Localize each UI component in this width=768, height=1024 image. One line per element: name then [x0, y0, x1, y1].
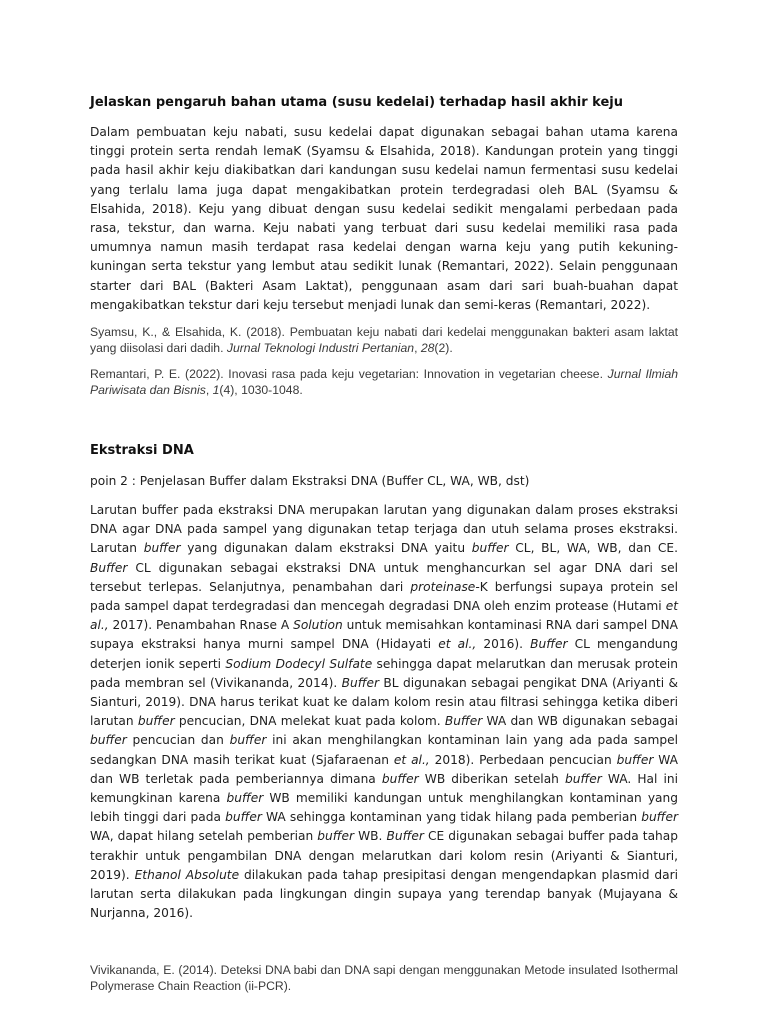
- italic-run: Buffer: [530, 637, 568, 652]
- italic-run: buffer: [143, 541, 181, 556]
- italic-run: buffer: [229, 733, 267, 748]
- italic-run: buffer: [565, 771, 602, 786]
- text-run: Vivikananda, E. (2014). Deteksi DNA babi dan DNA sapi dengan menggunakan Metode insulated Isothermal Polymerase Chain Reaction (ii-PCR).: [90, 962, 678, 993]
- text-run: 2017). Penambahan Rnase A: [108, 618, 294, 633]
- italic-run: Jurnal Ilmiah Pariwisata dan Bisnis: [90, 367, 679, 398]
- italic-run: et al.,: [438, 637, 477, 652]
- text-run: pencucian, DNA melekat kuat pada kolom.: [174, 714, 445, 729]
- italic-run: buffer: [641, 810, 678, 825]
- text-run: CE digunakan sebagai buffer pada tahap terakhir untuk pengambilan DNA dengan melarutkan dari kolom resin (Ariyanti & Sianturi, 2019).: [90, 829, 678, 882]
- section-heading-ekstraksi-dna: Ekstraksi DNA: [90, 443, 194, 459]
- text-run: (2).: [434, 341, 453, 356]
- reference-vivikananda: [90, 962, 678, 994]
- italic-run: buffer: [317, 829, 355, 844]
- text-run: ,: [205, 383, 213, 398]
- section-heading-keju: Jelaskan pengaruh bahan utama (susu kedelai) terhadap hasil akhir keju: [90, 95, 624, 110]
- text-run: Larutan buffer pada ekstraksi DNA merupakan larutan yang digunakan dalam proses ekstraksi DNA agar DNA pada sampel yang digunakan tetap terjaga dan utuh selama proses ekstraksi. Larutan: [90, 503, 678, 556]
- italic-run: et al.,: [393, 752, 430, 767]
- text-run: CL, BL, WA, WB, dan CE.: [508, 541, 679, 556]
- text-run: untuk memisahkan kontaminasi RNA dari sampel DNA supaya ekstraksi hanya murni sampel DNA (Hidayati: [90, 618, 678, 652]
- text-run: WB diberikan setelah: [418, 771, 565, 786]
- text-run: Dalam pembuatan keju nabati, susu kedelai dapat digunakan sebagai bahan utama karena tinggi protein serta rendah lemaK (Syamsu & Elsahida, 2018). Kandungan protein yang tinggi pada hasil akhir keju diakibatkan dari kandungan susu kedelai namun fermentasi susu kedelai yang terlalu lama juga dapat mengakibatkan protein terdegradasi oleh BAL (Syamsu & Elsahida, 2018). Keju yang dibuat dengan susu kedelai sedikit mengalami perbedaan pada rasa, tekstur, dan warna. Keju nabati yang terbuat dari susu kedelai memiliki rasa pada umumnya namun masih terdapat rasa kedelai dengan warna keju yang putih kekuning-kuningan serta tekstur yang lembut atau sedikit lunak (Remantari, 2022). Selain penggunaan starter dari BAL (Bakteri Asam Laktat), penggunaan asam dari sari buah-buahan dapat mengakibatkan tekstur dari keju tersebut menjadi lunak dan semi-keras (Remantari, 2022).: [90, 125, 678, 312]
- text-run: -K berfungsi supaya protein sel pada sampel dapat terdegradasi dan mencegah degradasi DNA oleh enzim protease (Hutami: [90, 579, 678, 614]
- italic-run: Ethanol Absolute: [134, 867, 240, 882]
- italic-run: Buffer: [444, 714, 483, 729]
- text-run: pencucian dan: [126, 733, 230, 748]
- italic-run: buffer: [616, 752, 654, 767]
- text-run: WA. Hal ini kemungkinan karena: [90, 771, 678, 806]
- text-run: Syamsu, K., & Elsahida, K. (2018). Pembuatan keju nabati dari kedelai menggunakan bakteri asam laktat yang diisolasi dari dadih.: [90, 325, 678, 356]
- text-run: sehingga dapat melarutkan dan merusak protein pada membran sel (Vivikananda, 2014).: [90, 656, 678, 690]
- text-run: ini akan menghilangkan kontaminan lain yang ada pada sampel sedangkan DNA masih terikat kuat (Sjafaraenan: [90, 733, 678, 767]
- italic-run: buffer: [226, 791, 264, 806]
- text-run: WA dan WB digunakan sebagai: [482, 714, 679, 729]
- text-run: WB.: [354, 829, 387, 844]
- text-run: Remantari, P. E. (2022). Inovasi rasa pada keju vegetarian: Innovation in vegetarian cheese.: [90, 367, 608, 382]
- italic-run: buffer: [137, 714, 175, 729]
- italic-run: Buffer: [341, 675, 379, 690]
- text-run: WA sehingga kontaminan yang tidak hilang pada pemberian: [261, 810, 642, 825]
- text-run: yang digunakan dalam ekstraksi DNA yaitu: [180, 541, 472, 556]
- text-run: 2018). Perbedaan pencucian: [429, 752, 617, 767]
- italic-run: Jurnal Teknologi Industri Pertanian: [226, 341, 415, 356]
- italic-run: buffer: [471, 541, 509, 556]
- italic-run: 1: [212, 383, 220, 398]
- text-run: BL digunakan sebagai pengikat DNA (Ariyanti & Sianturi, 2019). DNA harus terikat kuat ke dalam kolom resin atau filtrasi sehingga ketika diberi larutan: [90, 675, 678, 729]
- text-run: ,: [414, 341, 421, 356]
- italic-run: Sodium Dodecyl Sulfate: [225, 656, 373, 671]
- text-run: CL mengandung deterjen ionik seperti: [90, 637, 678, 671]
- text-run: dilakukan pada tahap presipitasi dengan mengendapkan plasmid dari larutan serta dilakukan pada lingkungan dingin supaya yang terendap banyak (Mujayana & Nurjanna, 2016).: [90, 867, 678, 921]
- text-run: 2016).: [476, 637, 531, 652]
- reference-remantari: [90, 366, 678, 398]
- reference-syamsu: [90, 324, 678, 356]
- text-run: WA, dapat hilang setelah pemberian: [90, 829, 318, 844]
- text-run: WA dan WB terletak pada pemberiannya dimana: [90, 752, 678, 786]
- italic-run: buffer: [225, 810, 262, 825]
- subheading-poin-2: poin 2 : Penjelasan Buffer dalam Ekstraksi DNA (Buffer CL, WA, WB, dst): [90, 474, 530, 489]
- italic-run: et al.,: [90, 599, 678, 633]
- italic-run: Solution: [293, 618, 343, 633]
- text-run: WB memiliki kandungan untuk menghilangkan kontaminan yang lebih tinggi dari pada: [90, 791, 678, 825]
- text-run: CL digunakan sebagai ekstraksi DNA untuk menghancurkan sel agar DNA dari sel tersebut terlepas. Selanjutnya, penambahan dari: [90, 560, 678, 594]
- paragraph-ekstraksi-dna: [90, 501, 678, 923]
- paragraph-keju: [90, 123, 678, 315]
- italic-run: buffer: [90, 733, 127, 748]
- text-run: (4), 1030-1048.: [219, 383, 303, 398]
- italic-run: 28: [420, 341, 435, 356]
- italic-run: buffer: [381, 771, 419, 786]
- italic-run: proteinase: [410, 579, 476, 594]
- italic-run: Buffer: [90, 560, 128, 575]
- italic-run: Buffer: [386, 829, 424, 844]
